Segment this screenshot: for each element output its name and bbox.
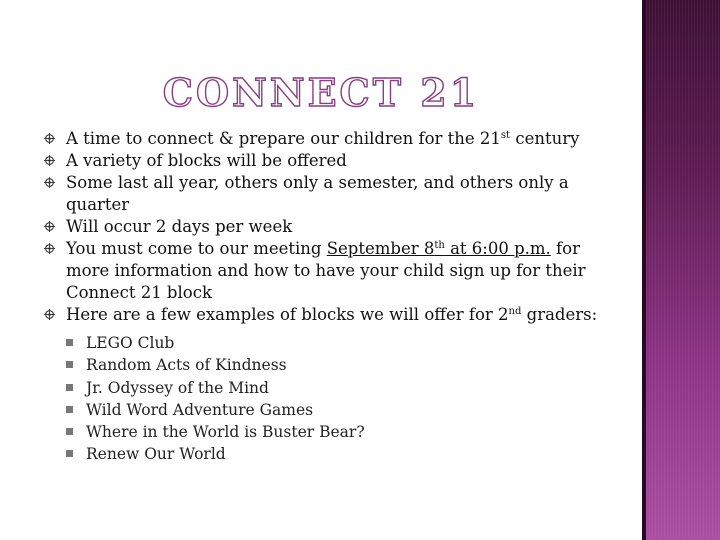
- crosshair-circle-icon: [44, 243, 55, 254]
- example-item: Where in the World is Buster Bear?: [66, 421, 614, 443]
- bullet-item: [44, 238, 614, 304]
- example-item: Jr. Odyssey of the Mind: [66, 377, 614, 399]
- crosshair-circle-icon: [44, 309, 55, 320]
- bullet-text: A time to connect & prepare our children for the 21: [66, 129, 501, 148]
- superscript: nd: [508, 306, 522, 317]
- square-icon: [66, 406, 73, 413]
- slide-content: [44, 128, 614, 466]
- crosshair-circle-icon: [44, 133, 55, 144]
- bullet-text: A variety of blocks will be offered: [66, 151, 347, 170]
- square-icon: [66, 428, 73, 435]
- square-icon: [66, 384, 73, 391]
- bullet-text: century: [510, 129, 580, 148]
- example-item: Wild Word Adventure Games: [66, 399, 614, 421]
- crosshair-circle-icon: [44, 155, 55, 166]
- bullet-item: [44, 172, 614, 216]
- bullet-item: [44, 304, 614, 466]
- examples-list: [66, 332, 614, 466]
- decorative-sidebar: [642, 0, 720, 540]
- bullet-text: You must come to our meeting: [66, 239, 327, 258]
- example-item: Random Acts of Kindness: [66, 354, 614, 376]
- bullet-text: graders:: [521, 305, 598, 324]
- crosshair-circle-icon: [44, 221, 55, 232]
- sidebar-texture: [646, 0, 720, 540]
- example-item: LEGO Club: [66, 332, 614, 354]
- bullet-item: [44, 128, 614, 150]
- example-item: Renew Our World: [66, 443, 614, 465]
- bullet-text: Will occur 2 days per week: [66, 217, 293, 236]
- bullet-item: [44, 216, 614, 238]
- bullet-list: [44, 128, 614, 466]
- slide-title: CONNECT 21: [162, 70, 480, 115]
- bullet-text: Here are a few examples of blocks we will offer for 2: [66, 305, 509, 324]
- crosshair-circle-icon: [44, 177, 55, 188]
- bullet-text: Some last all year, others only a semester, and others only a quarter: [66, 173, 569, 214]
- square-icon: [66, 339, 73, 346]
- square-icon: [66, 450, 73, 457]
- superscript: st: [500, 130, 511, 141]
- bullet-text: for more information and how to have your child sign up for their Connect 21 block: [66, 239, 586, 302]
- bullet-item: [44, 150, 614, 172]
- square-icon: [66, 361, 73, 368]
- meeting-date-text: September 8th at 6:00 p.m.: [326, 239, 551, 258]
